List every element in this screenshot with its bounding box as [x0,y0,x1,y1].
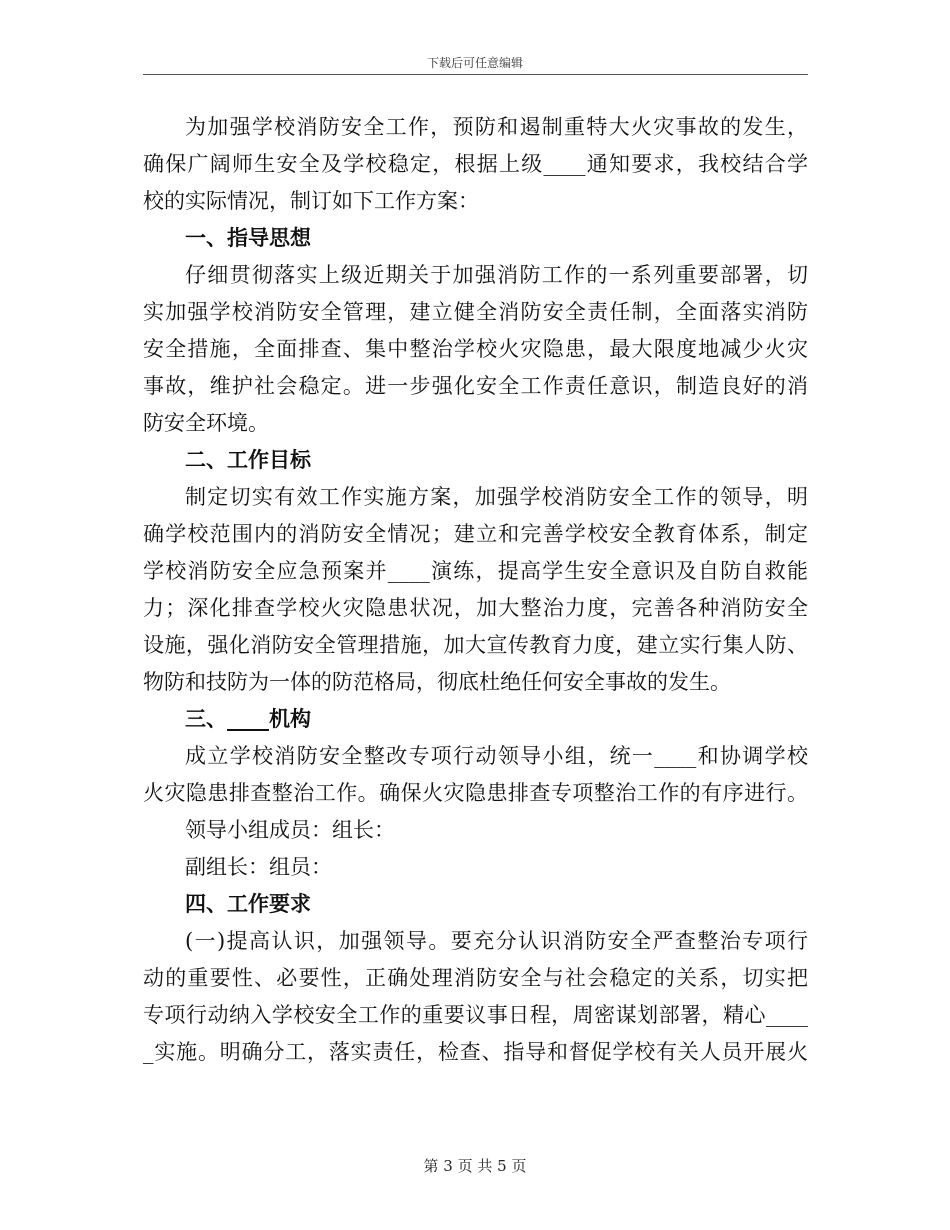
paragraph-line: 确保广阔师生安全及学校稳定，根据上级____通知要求，我校结合学 [143,152,808,176]
paragraph-line: 专项行动纳入学校安全工作的重要议事日程，周密谋划部署，精心____ [143,1003,808,1027]
paragraph-line: 为加强学校消防安全工作，预防和遏制重特大火灾事故的发生， [185,115,808,139]
paragraph-line: 安全措施，全面排查、集中整治学校火灾隐患，最大限度地减少火灾 [143,337,808,361]
page-header: 下载后可任意编辑 [426,56,523,70]
paragraph-line: 学校消防安全应急预案并____演练，提高学生安全意识及自防自救能 [143,559,808,583]
paragraph-line: 实加强学校消防安全管理，建立健全消防安全责任制，全面落实消防 [143,300,808,324]
paragraph-line: 制定切实有效工作实施方案，加强学校消防安全工作的领导，明 [185,485,808,509]
paragraph-line: 领导小组成员：组长： [185,818,395,842]
paragraph-line: 防安全环境。 [143,411,269,435]
paragraph-line: 副组长：组员： [185,855,332,879]
section-heading: 四、工作要求 [185,891,311,916]
paragraph-line: 火灾隐患排查整治工作。确保火灾隐患排查专项整治工作的有序进行。 [143,781,808,805]
section-heading: 二、工作目标 [185,447,311,472]
section-heading: 一、指导思想 [185,225,311,250]
paragraph-line: (一)提高认识，加强领导。要充分认识消防安全严查整治专项行 [185,929,808,953]
paragraph-line: 动的重要性、必要性，正确处理消防安全与社会稳定的关系，切实把 [143,966,808,990]
paragraph-line: 物防和技防为一体的防范格局，彻底杜绝任何安全事故的发生。 [143,670,731,694]
paragraph-line: _实施。明确分工，落实责任，检查、指导和督促学校有关人员开展火 [143,1040,808,1064]
paragraph-line: 设施，强化消防安全管理措施，加大宣传教育力度，建立实行集人防、 [143,633,808,657]
section-heading: 三、____机构 [185,706,311,731]
paragraph-line: 校的实际情况，制订如下工作方案： [143,189,479,213]
paragraph-line: 成立学校消防安全整改专项行动领导小组，统一____和协调学校 [185,744,808,768]
paragraph-line: 仔细贯彻落实上级近期关于加强消防工作的一系列重要部署，切 [185,263,808,287]
header-rule [143,74,808,75]
page-number: 第 3 页 共 5 页 [423,1157,527,1175]
paragraph-line: 确学校范围内的消防安全情况；建立和完善学校安全教育体系，制定 [143,522,808,546]
paragraph-line: 事故，维护社会稳定。进一步强化安全工作责任意识，制造良好的消 [143,374,808,398]
paragraph-line: 力；深化排查学校火灾隐患状况，加大整治力度，完善各种消防安全 [143,596,808,620]
